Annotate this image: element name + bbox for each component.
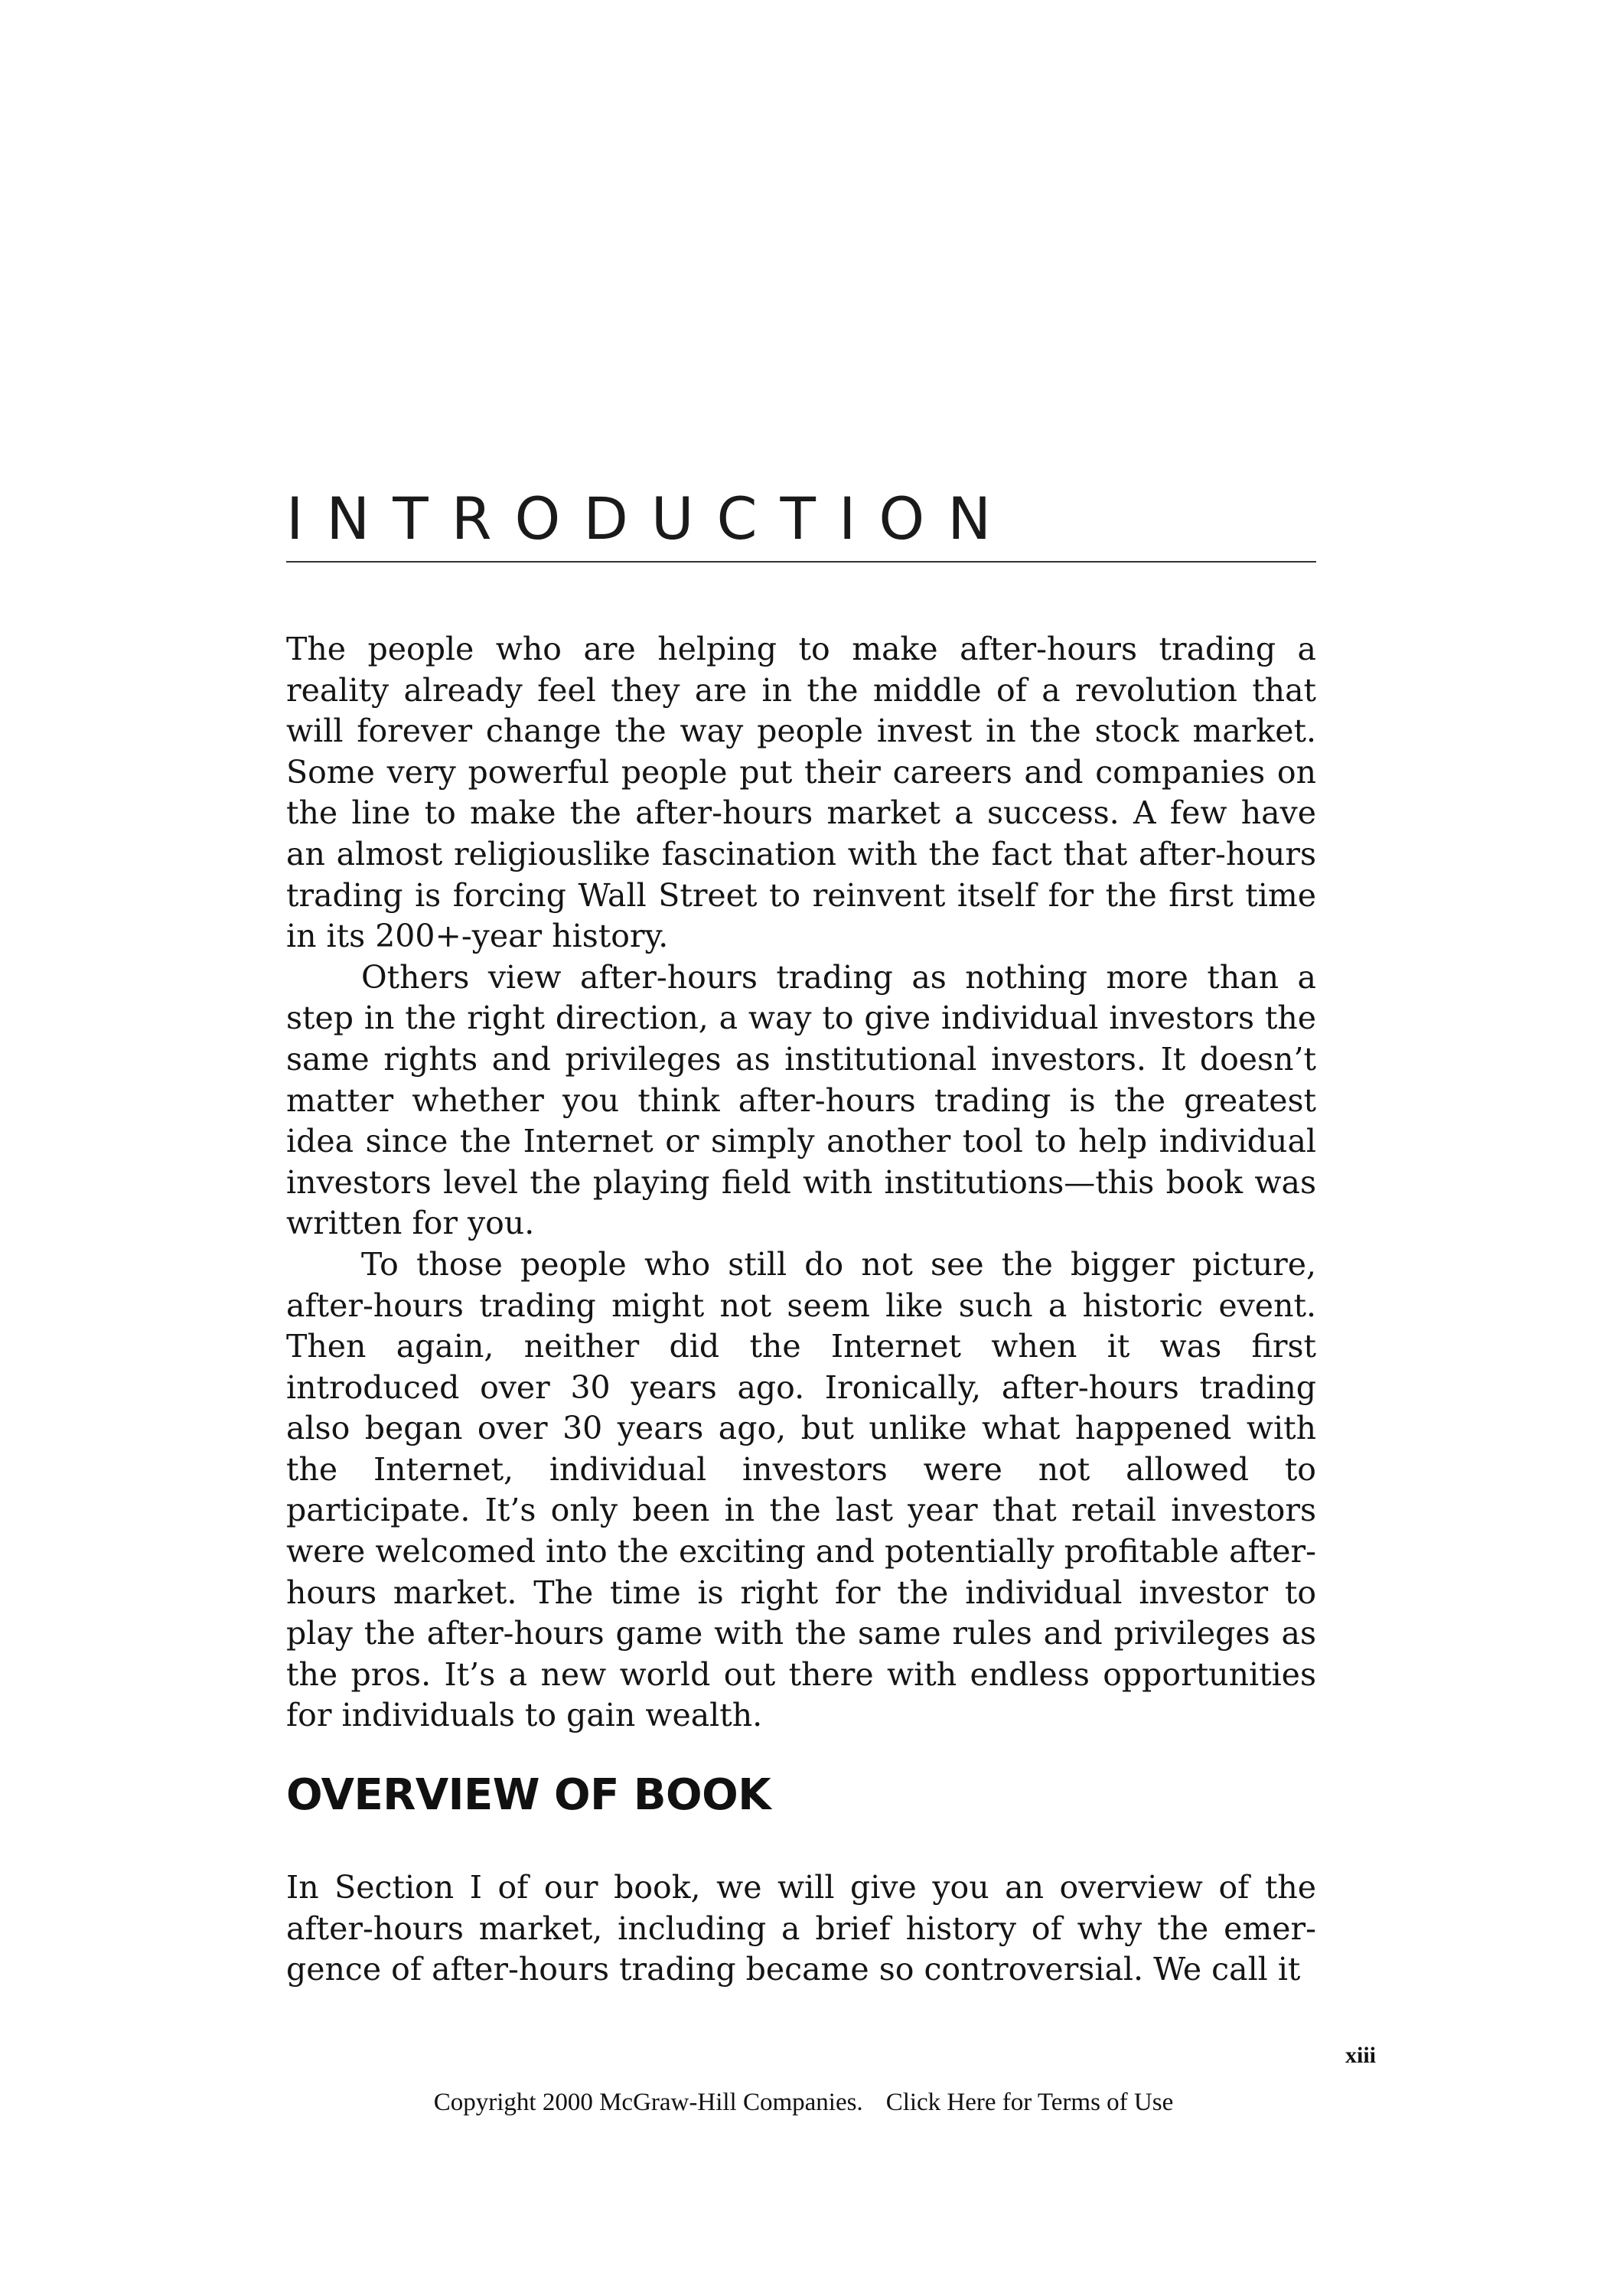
section-heading-overview: OVERVIEW OF BOOK <box>286 1770 771 1820</box>
intro-paragraph-3: To those people who still do not see the bigger picture, after-hours trading might not seem like such a historic event. Then again, neither did the Internet when it was first introduced over 30 years ago. Ironically, after-hours trading also began over 30 years ago, but unlike what happened with the Internet, individual investors were not allowed to participate. It’s only been in the last year that retail investors were welcomed into the exciting and potentially profitable after-hours market. The time is right for the individual investor to play the after-hours game with the same rules and privileges as the pros. It’s a new world out there with endless opportunities for individuals to gain wealth. <box>286 1245 1316 1734</box>
intro-paragraph-1: The people who are helping to make after-hours trading a reality already feel they are in the middle of a revolution that will forever change the way people invest in the stock market. Some very powerful people put their careers and companies on the line to make the after-hours market a success. A few have an almost religiouslike fascination with the fact that after-hours trading is forcing Wall Street to reinvent itself for the first time in its 200+-year history. <box>286 631 1316 955</box>
copyright-notice: Copyright 2000 McGraw-Hill Companies. <box>433 2089 863 2116</box>
overview-paragraph-1: In Section I of our book, we will give you an overview of the after-hours market, including a brief history of why the emergence of after-hours trading became so controversial. We call it <box>286 1869 1316 1988</box>
intro-paragraph-2: Others view after-hours trading as nothing more than a step in the right direction, a way to give individual investors the same rights and privileges as institutional investors. It doesn’t matter whether you think after-hours trading is the greatest idea since the Internet or simply another tool to help individual investors level the playing field with institutions—this book was written for you. <box>286 958 1316 1242</box>
page-number: xiii <box>1345 2043 1376 2068</box>
terms-of-use-link[interactable]: Click Here for Terms of Use <box>885 2089 1174 2116</box>
title-rule <box>286 561 1316 563</box>
chapter-title: INTRODUCTION <box>286 484 1015 553</box>
footer <box>0 2090 1607 2115</box>
intro-text <box>286 629 1316 1737</box>
overview-text <box>286 1867 1316 1991</box>
